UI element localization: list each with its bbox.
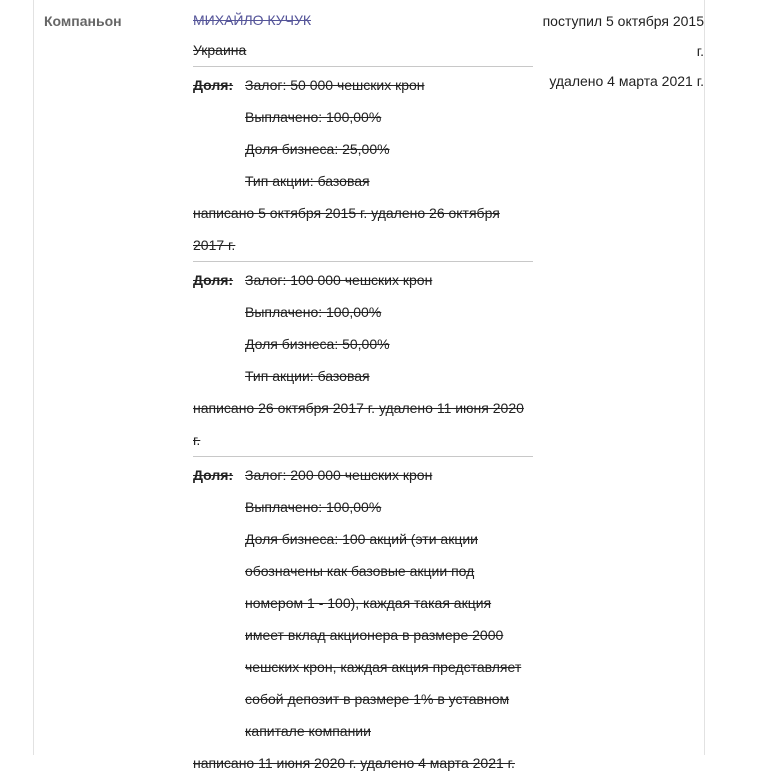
share-type: Тип акции: базовая (245, 173, 370, 189)
panel-left-border (33, 0, 34, 755)
share-deposit: Залог: 200 000 чешских крон (245, 467, 433, 483)
share-footer: написано 26 октября 2017 г. удалено 11 июня 2020 г. (193, 400, 524, 448)
share-deposit: Залог: 100 000 чешских крон (245, 272, 433, 288)
share-paid: Выплачено: 100,00% (245, 109, 382, 125)
share-type: Тип акции: базовая (245, 368, 370, 384)
share-key: Доля: (193, 272, 234, 288)
share-paid: Выплачено: 100,00% (245, 499, 382, 515)
share-business-portion: Доля бизнеса: 50,00% (245, 336, 390, 352)
received-date: поступил 5 октября 2015 г. (542, 13, 704, 59)
share-values (245, 459, 533, 747)
share-block-2 (193, 261, 533, 456)
share-footer: написано 5 октября 2015 г. удалено 26 октября 2017 г. (193, 205, 500, 253)
share-footer: написано 11 июня 2020 г. удалено 4 марта 2021 г. (193, 755, 515, 771)
share-block-3 (193, 456, 533, 779)
partner-details (193, 0, 533, 779)
share-key: Доля: (193, 77, 234, 93)
share-values (245, 69, 533, 197)
partner-name: МИХАЙЛО КУЧУК (193, 12, 312, 28)
deleted-date: удалено 4 марта 2021 г. (549, 73, 704, 89)
share-block-1 (193, 66, 533, 261)
date-info (540, 6, 704, 96)
share-business-portion: Доля бизнеса: 100 акций (эти акции обозначены как базовые акции под номером 1 - 100), каждая такая акция имеет вклад акционера в размере 2000 чешских крон, каждая акция представляет собой депозит в размере 1% в уставном капитале компании (245, 531, 522, 739)
panel-right-border (704, 0, 705, 755)
share-business-portion: Доля бизнеса: 25,00% (245, 141, 390, 157)
share-paid: Выплачено: 100,00% (245, 304, 382, 320)
share-key: Доля: (193, 467, 234, 483)
row-label: Компаньон (44, 13, 122, 29)
share-values (245, 264, 533, 392)
partner-country: Украина (193, 42, 247, 58)
share-deposit: Залог: 50 000 чешских крон (245, 77, 425, 93)
